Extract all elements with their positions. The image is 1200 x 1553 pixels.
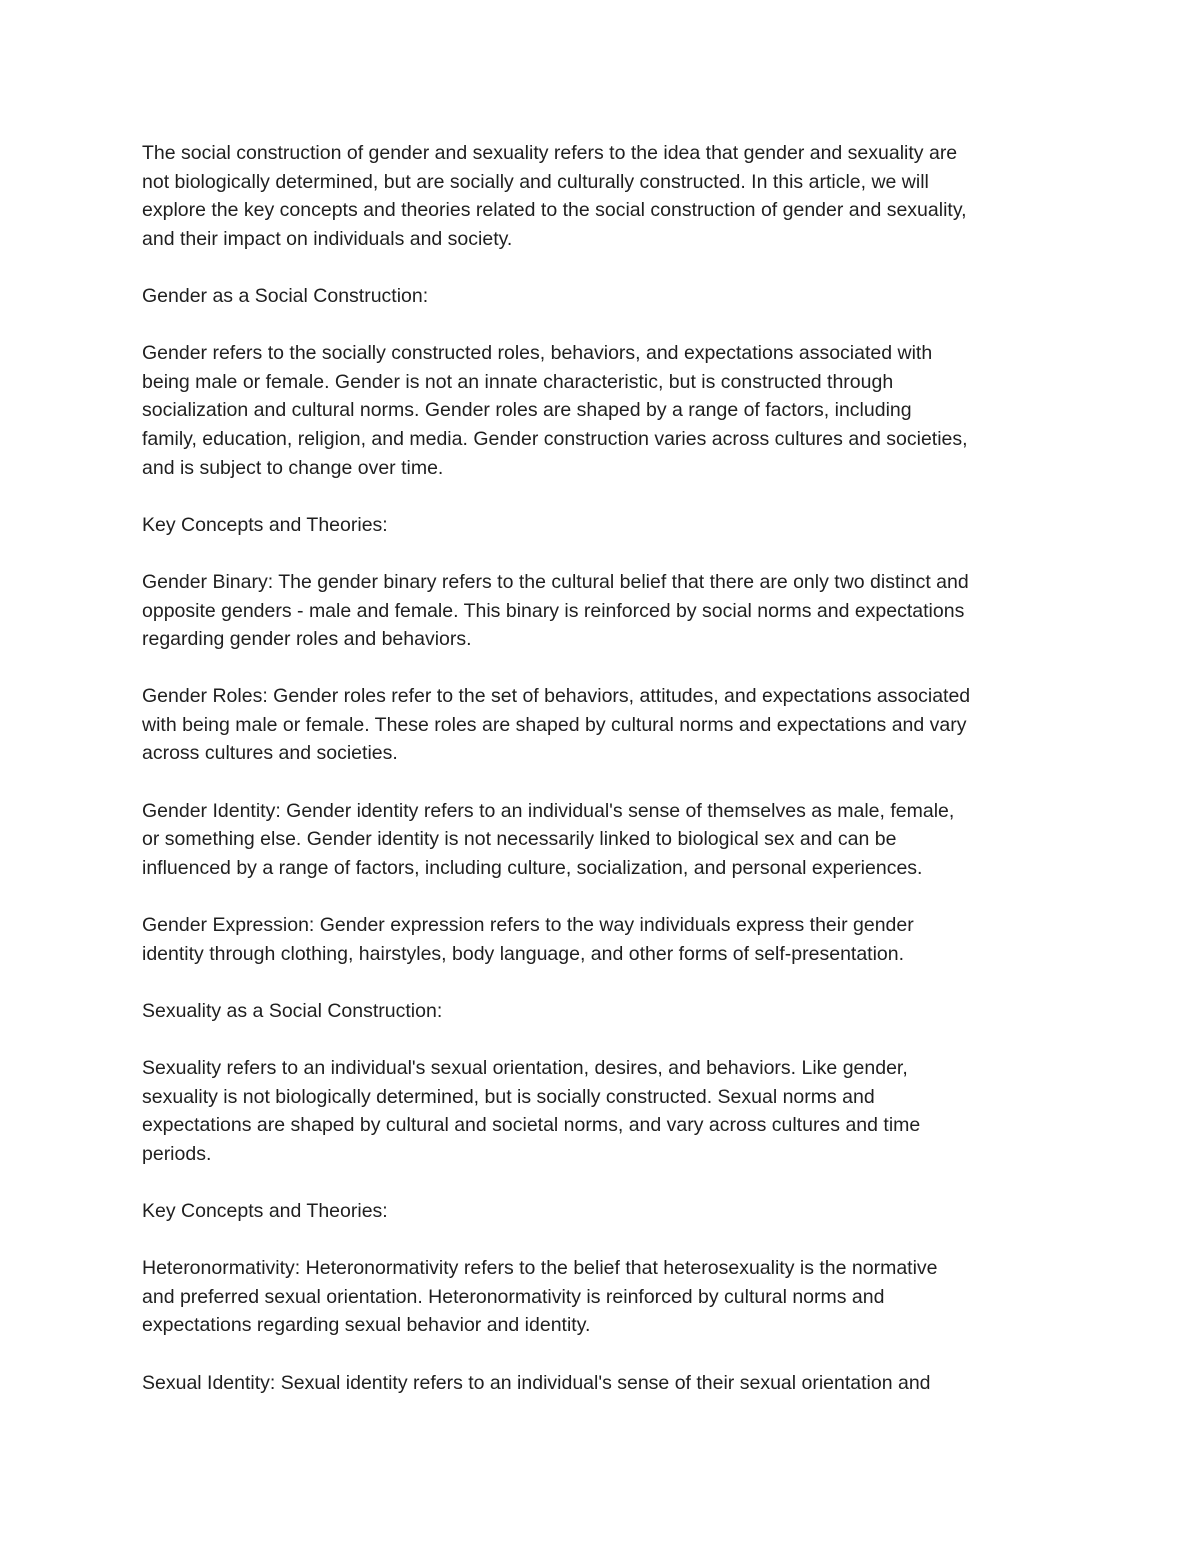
sexuality-paragraph: Sexuality refers to an individual's sexual orientation, desires, and behaviors. Like gender, sexuality is not biologically determined, but is socially constructed. Sexual norms and expectations are shaped by cultural and societal norms, and vary across cultures and time periods.: [142, 1057, 921, 1165]
gender-roles-paragraph: Gender Roles: Gender roles refer to the set of behaviors, attitudes, and expectations associated with being male or female. These roles are shaped by cultural norms and expectations and vary across cultures and societies.: [142, 685, 971, 765]
section-heading-gender: Gender as a Social Construction:: [142, 284, 429, 307]
intro-paragraph: The social construction of gender and sexuality refers to the idea that gender and sexuality are not biologically determined, but are socially and culturally constructed. In this article, we will explore the key concepts and theories related to the social construction of gender and sexuality, and their impact on individuals and society.: [142, 142, 967, 250]
gender-identity-paragraph: Gender Identity: Gender identity refers to an individual's sense of themselves as male, female, or something else. Gender identity is not necessarily linked to biological sex and can be influenced by a range of factors, including culture, socialization, and personal experiences.: [142, 799, 955, 879]
sexual-identity-paragraph: Sexual Identity: Sexual identity refers to an individual's sense of their sexual orientation and: [142, 1371, 931, 1394]
gender-binary-paragraph: Gender Binary: The gender binary refers to the cultural belief that there are only two distinct and opposite genders - male and female. This binary is reinforced by social norms and expectations regarding gender roles and behaviors.: [142, 570, 969, 651]
document-body: [142, 139, 1072, 1426]
subheading-key-concepts-gender: Key Concepts and Theories:: [142, 513, 388, 536]
gender-expression-paragraph: Gender Expression: Gender expression refers to the way individuals express their gender identity through clothing, hairstyles, body language, and other forms of self-presentation.: [142, 914, 914, 965]
subheading-key-concepts-sexuality: Key Concepts and Theories:: [142, 1199, 388, 1222]
section-heading-sexuality: Sexuality as a Social Construction:: [142, 999, 443, 1022]
heteronormativity-paragraph: Heteronormativity: Heteronormativity refers to the belief that heterosexuality is the normative and preferred sexual orientation. Heteronormativity is reinforced by cultural norms and expectations regarding sexual behavior and identity.: [142, 1257, 938, 1337]
gender-paragraph: Gender refers to the socially constructed roles, behaviors, and expectations associated with being male or female. Gender is not an innate characteristic, but is constructed through socialization and cultural norms. Gender roles are shaped by a range of factors, including family, education, religion, and media. Gender construction varies across cultures and societies, and is subject to change over time.: [142, 342, 968, 479]
